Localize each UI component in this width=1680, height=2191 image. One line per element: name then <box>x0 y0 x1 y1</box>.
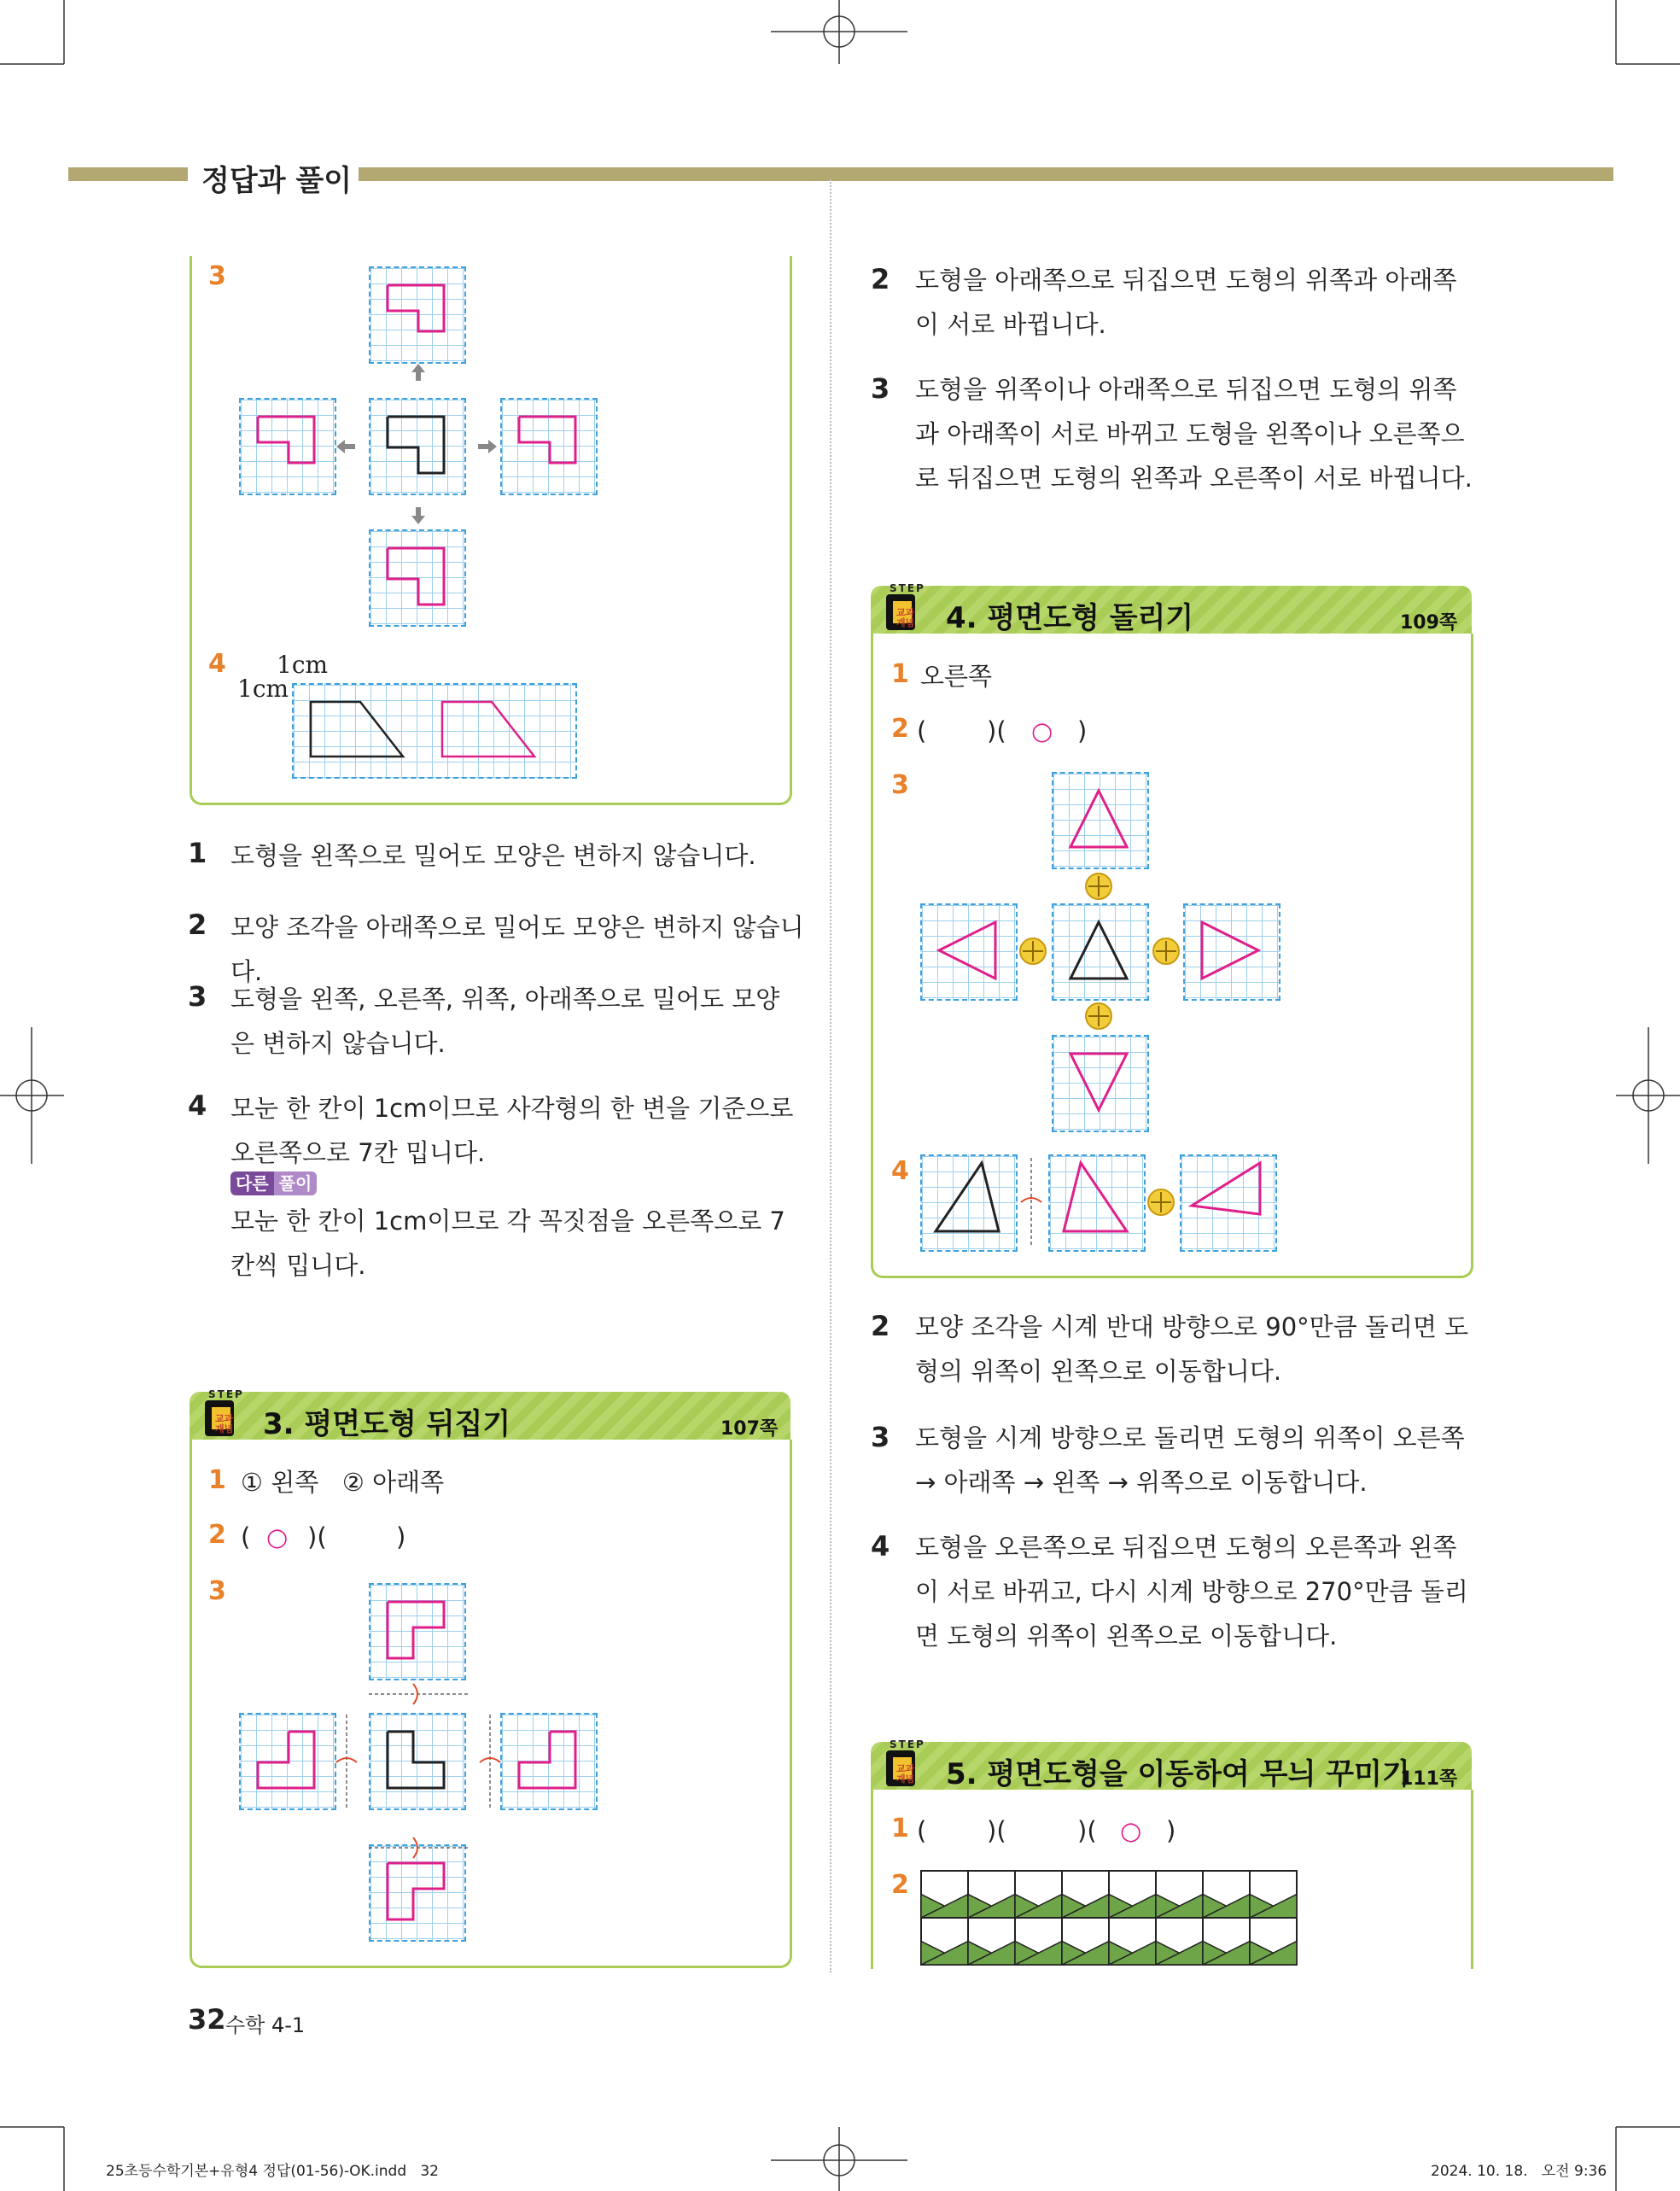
unit-left: 1cm <box>237 675 289 703</box>
r-mid-exp4-number: 4 <box>871 1530 890 1563</box>
page-number: 32 <box>188 2003 226 2036</box>
shape-trapezoids <box>292 683 574 775</box>
s4-a1-text: 오른쪽 <box>920 662 993 691</box>
s4-a2-close: ) <box>1077 716 1088 745</box>
section4-step: STEP <box>890 582 925 594</box>
s5-a1-mid2: )( <box>1077 1816 1097 1845</box>
section4-badge: 교과개념 <box>896 607 915 628</box>
section5-title: 5. 평면도형을 이동하여 무늬 꾸미기 <box>946 1757 1410 1791</box>
flip-shape-left <box>239 1713 333 1807</box>
column-divider <box>830 179 831 1972</box>
section3-page: 107쪽 <box>720 1418 779 1440</box>
rot-shape-left <box>920 903 1014 997</box>
header-bar-left <box>68 167 188 181</box>
s3-a2-number: 2 <box>208 1520 226 1550</box>
rot4-icons <box>1014 1154 1193 1248</box>
s3-a2-mark: ○ <box>266 1522 289 1551</box>
s4-a4-number: 4 <box>891 1156 909 1186</box>
pattern-tiles <box>920 1870 1299 1966</box>
shape-up <box>369 266 463 360</box>
s4-a1-number: 1 <box>891 659 909 689</box>
section3-step: STEP <box>208 1388 244 1400</box>
s5-a1-open: ( <box>917 1816 927 1845</box>
other-solution-badge <box>230 1171 317 1195</box>
section5-step: STEP <box>890 1738 925 1750</box>
exp3-text: 도형을 왼쪽, 오른쪽, 위쪽, 아래쪽으로 밀어도 모양은 변하지 않습니다. <box>230 984 780 1058</box>
other-badge-a: 다른 <box>230 1171 274 1195</box>
s3-a2-mid: )( <box>307 1522 327 1551</box>
print-date: 2024. 10. 18. 오전 9:36 <box>1431 2163 1607 2180</box>
other-badge-b: 풀이 <box>274 1171 318 1195</box>
s3-a1-text: ① 왼쪽 ② 아래쪽 <box>241 1468 445 1497</box>
rotation-dial-icons <box>1016 866 1187 1037</box>
section-title: 정답과 풀이 <box>201 164 353 198</box>
r-exp2-text: 도형을 아래쪽으로 뒤집으면 도형의 위쪽과 아래쪽이 서로 바뀝니다. <box>915 266 1457 339</box>
s4-a2-number: 2 <box>891 714 909 744</box>
s5-a1-mid1: )( <box>987 1816 1006 1845</box>
s5-a2-number: 2 <box>891 1870 909 1900</box>
exp3-number: 3 <box>188 980 207 1013</box>
s4-a3-number: 3 <box>891 770 909 800</box>
s5-a1-close: ) <box>1166 1816 1176 1845</box>
section5-page: 111쪽 <box>1400 1768 1458 1790</box>
exp1-number: 1 <box>188 837 207 869</box>
exp4-text: 모눈 한 칸이 1cm이므로 사각형의 한 변을 기준으로 오른쪽으로 7칸 밉니다. <box>230 1094 794 1167</box>
shape-left <box>239 398 333 492</box>
r-exp2-number: 2 <box>871 263 890 295</box>
q3-number: 3 <box>208 261 226 291</box>
rot-shape-up <box>1052 772 1146 866</box>
exp4-number: 4 <box>188 1090 207 1122</box>
s4-a2-mark: ○ <box>1031 716 1053 745</box>
flip-shape-right <box>500 1713 594 1807</box>
s5-a1-number: 1 <box>891 1814 909 1843</box>
rot-shape-down <box>1052 1035 1146 1129</box>
rot-shape-right <box>1183 903 1277 997</box>
r-exp3-text: 도형을 위쪽이나 아래쪽으로 뒤집으면 도형의 위쪽과 아래쪽이 서로 바뀌고 도형을 왼쪽이나 오른쪽으로 뒤집으면 도형의 왼쪽과 오른쪽이 서로 바뀝니다. <box>915 375 1473 493</box>
exp2-number: 2 <box>188 909 207 941</box>
s3-a3-number: 3 <box>208 1576 226 1606</box>
file-info: 25초등수학기본+유형4 정답(01-56)-OK.indd 32 <box>106 2163 439 2180</box>
section3-title: 3. 평면도형 뒤집기 <box>263 1407 511 1441</box>
section4-title: 4. 평면도형 돌리기 <box>946 601 1194 635</box>
s4-a2-open: ( <box>917 716 927 745</box>
r-mid-exp3-number: 3 <box>871 1421 890 1453</box>
exp1-text: 도형을 왼쪽으로 밀어도 모양은 변하지 않습니다. <box>230 841 756 870</box>
r-mid-exp4-text: 도형을 오른쪽으로 뒤집으면 도형의 오른쪽과 왼쪽이 서로 바뀌고, 다시 시계 방향으로 270°만큼 돌리면 도형의 위쪽이 왼쪽으로 이동합니다. <box>915 1533 1468 1651</box>
r-mid-exp3-text: 도형을 시계 방향으로 돌리면 도형의 위쪽이 오른쪽 → 아래쪽 → 왼쪽 → 위쪽으로 이동합니다. <box>915 1423 1465 1497</box>
r-exp3-number: 3 <box>871 372 890 405</box>
section4-page: 109쪽 <box>1400 612 1458 634</box>
section5-badge: 교과개념 <box>896 1763 915 1785</box>
flip-shape-up <box>369 1583 463 1677</box>
shape-right <box>500 398 594 492</box>
exp2-text: 모양 조각을 아래쪽으로 밀어도 모양은 변하지 않습니다. <box>230 913 804 986</box>
arrow-icons <box>333 360 504 531</box>
rot4-shape-a <box>920 1154 1014 1248</box>
other-solution-text: 모눈 한 칸이 1cm이므로 각 꼭짓점을 오른쪽으로 7칸씩 밉니다. <box>230 1207 785 1280</box>
s5-a1-mark: ○ <box>1120 1816 1142 1845</box>
header-bar-right <box>359 167 1613 181</box>
s3-a2-open: ( <box>241 1522 251 1551</box>
r-mid-exp2-number: 2 <box>871 1310 890 1342</box>
s3-a2-close: ) <box>396 1522 406 1551</box>
s3-a1-number: 1 <box>208 1465 226 1495</box>
s4-a2-mid: )( <box>987 716 1006 745</box>
flip-axis-icons <box>324 1677 512 1865</box>
section3-badge: 교과개념 <box>215 1413 234 1434</box>
q4-number: 4 <box>208 649 226 679</box>
r-mid-exp2-text: 모양 조각을 시계 반대 방향으로 90°만큼 돌리면 도형의 위쪽이 왼쪽으로 이동합니다. <box>915 1312 1469 1386</box>
book-title: 수학 4-1 <box>225 2013 306 2037</box>
unit-top: 1cm <box>277 651 329 679</box>
shape-down <box>369 529 463 623</box>
rot4-shape-c <box>1180 1154 1274 1248</box>
